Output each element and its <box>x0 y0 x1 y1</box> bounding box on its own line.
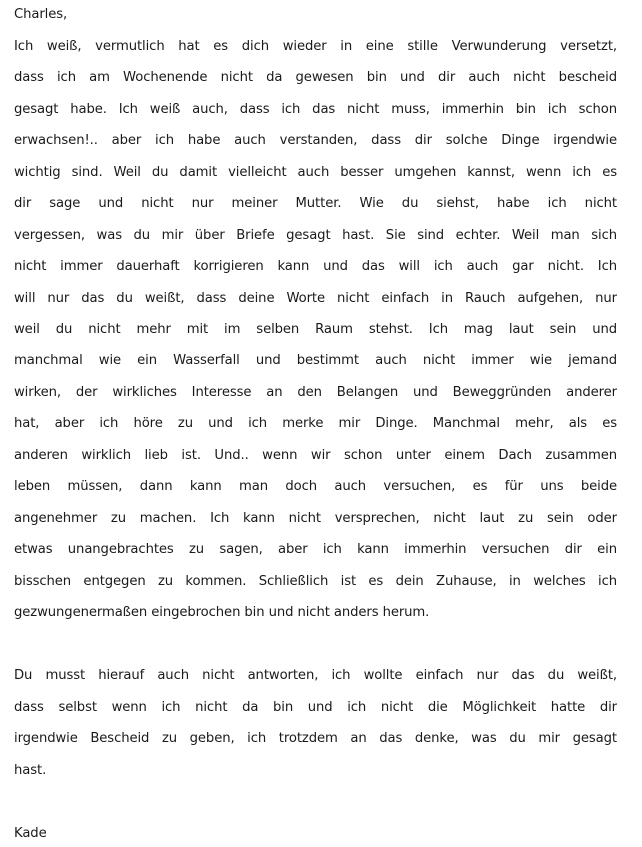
paragraph-line: gezwungenermaßen eingebrochen bin und nicht anders herum. <box>14 605 430 620</box>
paragraph-line: etwas unangebrachtes zu sagen, aber ich kann immerhin versuchen dir ein <box>14 542 617 557</box>
paragraph-line: dass selbst wenn ich nicht da bin und ich nicht die Möglichkeit hatte dir <box>14 700 617 715</box>
paragraph-line: hat, aber ich höre zu und ich merke mir Dinge. Manchmal mehr, als es <box>14 416 617 431</box>
paragraph-line: will nur das du weißt, dass deine Worte nicht einfach in Rauch aufgehen, nur <box>14 291 617 306</box>
paragraph-line: gesagt habe. Ich weiß auch, dass ich das nicht muss, immerhin bin ich schon <box>14 102 617 117</box>
paragraph-line: vergessen, was du mir über Briefe gesagt hast. Sie sind echter. Weil man sich <box>14 228 617 243</box>
paragraph-line: dir sage und nicht nur meiner Mutter. Wie du siehst, habe ich nicht <box>14 196 617 211</box>
paragraph-line: Ich weiß, vermutlich hat es dich wieder in eine stille Verwunderung versetzt, <box>14 39 617 54</box>
paragraph-line: dass ich am Wochenende nicht da gewesen bin und dir auch nicht bescheid <box>14 70 617 85</box>
paragraph-line: erwachsen!.. aber ich habe auch verstanden, dass dir solche Dinge irgendwie <box>14 133 617 148</box>
paragraph-line: anderen wirklich lieb ist. Und.. wenn wir schon unter einem Dach zusammen <box>14 448 617 463</box>
paragraph-line: hast. <box>14 763 47 778</box>
salutation: Charles, <box>14 7 68 22</box>
paragraph-line: wichtig sind. Weil du damit vielleicht auch besser umgehen kannst, wenn ich es <box>14 165 617 180</box>
paragraph-line: angenehmer zu machen. Ich kann nicht versprechen, nicht laut zu sein oder <box>14 511 617 526</box>
paragraph-line: Du musst hierauf auch nicht antworten, ich wollte einfach nur das du weißt, <box>14 668 617 683</box>
paragraph-line: weil du nicht mehr mit im selben Raum stehst. Ich mag laut sein und <box>14 322 617 337</box>
paragraph-line: nicht immer dauerhaft korrigieren kann und das will ich auch gar nicht. Ich <box>14 259 617 274</box>
paragraph-line: bisschen entgegen zu kommen. Schließlich ist es dein Zuhause, in welches ich <box>14 574 617 589</box>
paragraph-line: wirken, der wirkliches Interesse an den Belangen und Beweggründen anderer <box>14 385 617 400</box>
paragraph-line: manchmal wie ein Wasserfall und bestimmt auch nicht immer wie jemand <box>14 353 617 368</box>
paragraph-line: leben müssen, dann kann man doch auch versuchen, es für uns beide <box>14 479 617 494</box>
paragraph-line: irgendwie Bescheid zu geben, ich trotzdem an das denke, was du mir gesagt <box>14 731 617 746</box>
signature: Kade <box>14 826 47 841</box>
